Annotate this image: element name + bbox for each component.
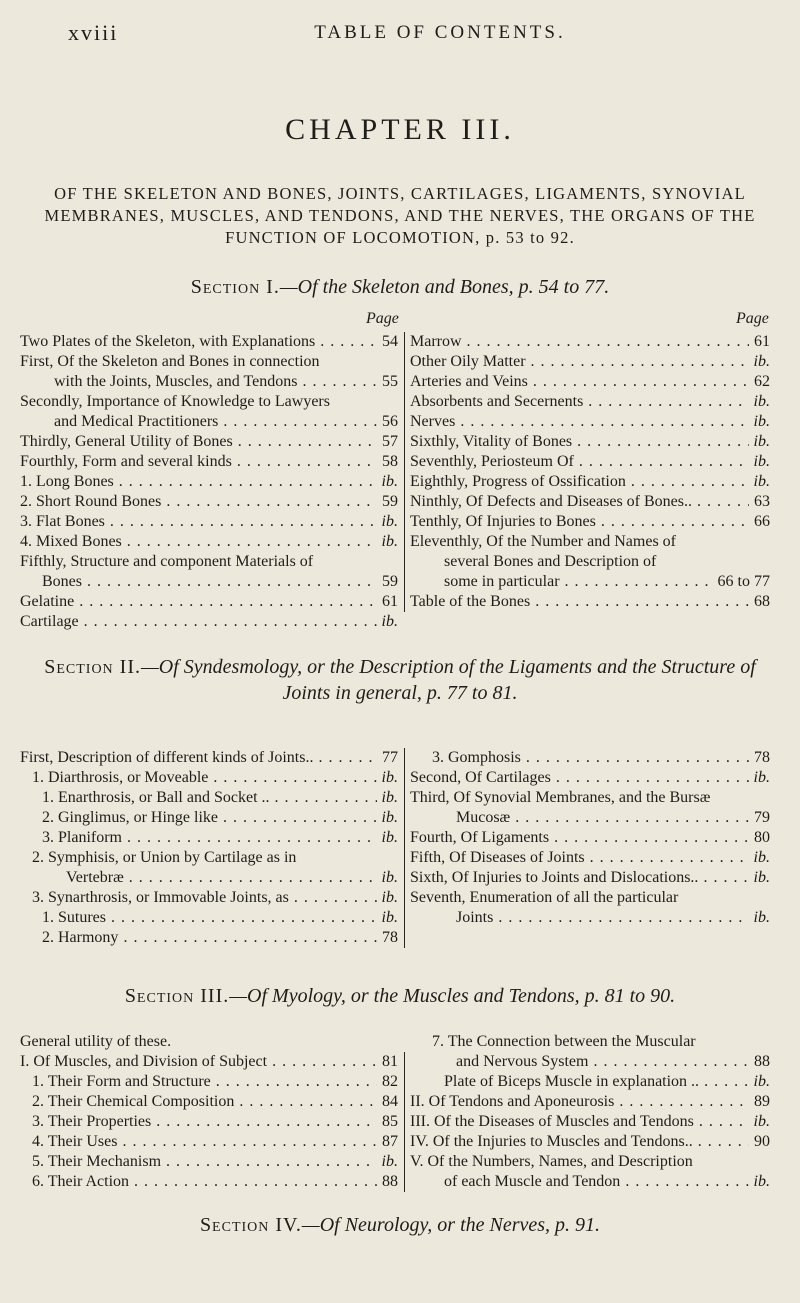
toc-entry: [410, 868, 770, 888]
toc-entry-text: Vertebræ . . .: [20, 868, 398, 888]
toc-entry: [20, 552, 398, 572]
toc-entry-text: Seventh, Enumeration of all the particular: [410, 889, 679, 906]
toc-entry-text: Two Plates of the Skeleton, with Explanations . . .: [20, 332, 398, 352]
toc-entry: [20, 572, 398, 592]
toc-entry-page: 61: [377, 592, 398, 612]
toc-entry: [20, 808, 398, 828]
toc-entry: [410, 1112, 770, 1132]
toc-entry-text: 2. Their Chemical Composition . . .: [20, 1092, 398, 1112]
toc-entry-page: 78: [749, 748, 770, 768]
toc-entry-page: ib.: [377, 768, 398, 788]
column-divider: [404, 332, 405, 612]
toc-entry-page: 87: [377, 1132, 398, 1152]
toc-entry-text: I. Of Muscles, and Division of Subject . . .: [20, 1052, 398, 1072]
toc-entry-text: with the Joints, Muscles, and Tendons . . .: [20, 372, 398, 392]
toc-entry-text: Fifth, Of Diseases of Joints . . .: [410, 848, 770, 868]
toc-entry-text: Thirdly, General Utility of Bones . . .: [20, 432, 398, 452]
toc-entry: [410, 748, 770, 768]
toc-entry-text: Second, Of Cartilages . . .: [410, 768, 770, 788]
toc-entry: [20, 1072, 398, 1092]
toc-entry-text: 1. Long Bones . . .: [20, 472, 398, 492]
toc-entry-page: 79: [749, 808, 770, 828]
toc-entry: [20, 512, 398, 532]
toc-entry-text: several Bones and Description of: [444, 553, 657, 570]
toc-entry: [20, 1112, 398, 1132]
toc-entry: [20, 1172, 398, 1192]
section-label: Section IV.: [199, 1214, 302, 1236]
toc-entry: [410, 1152, 770, 1172]
section-2-right-column: [410, 748, 770, 928]
toc-entry-text: IV. Of the Injuries to Muscles and Tendons.. . . .: [410, 1132, 770, 1152]
toc-entry: [20, 592, 398, 612]
section-subtitle: —Of Myology, or the Muscles and Tendons, p. 81 to 90.: [229, 985, 676, 1007]
toc-entry: [20, 1132, 398, 1152]
section-3-left-column: [20, 1032, 398, 1192]
toc-entry: [20, 332, 398, 352]
column-divider: [404, 1052, 405, 1192]
toc-entry-text: Gelatine . . .: [20, 592, 398, 612]
toc-entry: [20, 612, 398, 632]
toc-entry: [20, 908, 398, 928]
toc-entry-text: 3. Their Properties . . .: [20, 1112, 398, 1132]
toc-entry-page: ib.: [377, 1152, 398, 1172]
toc-entry-text: 3. Synarthrosis, or Immovable Joints, as . . .: [20, 888, 398, 908]
toc-entry: [20, 1032, 398, 1052]
toc-entry-text: and Nervous System . . .: [410, 1052, 770, 1072]
toc-entry: [410, 552, 770, 572]
toc-entry: [410, 1092, 770, 1112]
toc-entry: [410, 1052, 770, 1072]
toc-entry-page: ib.: [749, 848, 770, 868]
toc-entry-page: 55: [377, 372, 398, 392]
toc-entry: [410, 768, 770, 788]
toc-entry: [410, 472, 770, 492]
toc-entry: [410, 432, 770, 452]
toc-entry-page: 81: [377, 1052, 398, 1072]
toc-entry-text: Cartilage . . .: [20, 612, 398, 632]
toc-entry-text: 2. Ginglimus, or Hinge like . . .: [20, 808, 398, 828]
toc-entry-text: Tenthly, Of Injuries to Bones . . .: [410, 512, 770, 532]
toc-entry-page: 59: [377, 492, 398, 512]
toc-entry-page: 77: [377, 748, 398, 768]
toc-entry: [410, 512, 770, 532]
toc-entry-page: ib.: [749, 1072, 770, 1092]
section-1-title: [20, 274, 780, 300]
toc-entry-text: 2. Symphisis, or Union by Cartilage as in: [32, 849, 297, 866]
toc-entry-text: Secondly, Importance of Knowledge to Lawyers: [20, 393, 330, 410]
toc-entry-text: Third, Of Synovial Membranes, and the Bursæ: [410, 789, 711, 806]
toc-entry-text: Ninthly, Of Defects and Diseases of Bones.. . . .: [410, 492, 770, 512]
toc-entry: [410, 908, 770, 928]
toc-entry: [410, 848, 770, 868]
toc-entry-text: of each Muscle and Tendon . . .: [410, 1172, 770, 1192]
section-1-left-column: [20, 332, 398, 632]
toc-entry-text: Arteries and Veins . . .: [410, 372, 770, 392]
toc-entry-text: and Medical Practitioners . . .: [20, 412, 398, 432]
toc-entry-page: ib.: [377, 868, 398, 888]
toc-entry-text: Fourth, Of Ligaments . . .: [410, 828, 770, 848]
toc-entry-text: Bones . . .: [20, 572, 398, 592]
section-subtitle: —Of Neurology, or the Nerves, p. 91.: [301, 1214, 601, 1236]
toc-entry: [20, 848, 398, 868]
section-subtitle: —Of the Skeleton and Bones, p. 54 to 77.: [279, 276, 610, 298]
toc-entry: [20, 1092, 398, 1112]
toc-entry-text: 4. Their Uses . . .: [20, 1132, 398, 1152]
toc-entry-page: 57: [377, 432, 398, 452]
toc-entry-page: 90: [749, 1132, 770, 1152]
section-3-title: [20, 983, 780, 1009]
toc-entry-text: 2. Short Round Bones . . .: [20, 492, 398, 512]
toc-entry-page: ib.: [749, 908, 770, 928]
page-number: xviii: [68, 20, 119, 45]
toc-entry-page: 54: [377, 332, 398, 352]
toc-entry-page: ib.: [749, 392, 770, 412]
toc-entry-page: ib.: [749, 1112, 770, 1132]
toc-entry-page: ib.: [377, 612, 398, 632]
toc-entry-page: 56: [377, 412, 398, 432]
toc-entry-page: 66: [749, 512, 770, 532]
toc-entry-text: First, Description of different kinds of Joints.. . . .: [20, 748, 398, 768]
toc-entry-text: 1. Enarthrosis, or Ball and Socket .. . . .: [20, 788, 398, 808]
toc-entry-page: ib.: [749, 412, 770, 432]
toc-entry-text: 1. Diarthrosis, or Moveable . . .: [20, 768, 398, 788]
toc-entry: [20, 768, 398, 788]
column-divider: [404, 748, 405, 948]
toc-entry-page: ib.: [749, 352, 770, 372]
section-2-left-column: [20, 748, 398, 948]
section-label: Section II.: [44, 656, 141, 678]
toc-entry-page: ib.: [377, 512, 398, 532]
toc-entry-text: Mucosæ . . .: [410, 808, 770, 828]
toc-entry-page: 62: [749, 372, 770, 392]
toc-entry-page: ib.: [377, 828, 398, 848]
chapter-title: CHAPTER III.: [285, 113, 515, 146]
page-column-head-left: Page: [366, 310, 399, 327]
toc-entry-page: ib.: [749, 1172, 770, 1192]
toc-entry-text: some in particular . . .: [410, 572, 770, 592]
chapter-description: OF THE SKELETON AND BONES, JOINTS, CARTILAGES, LIGAMENTS, SYNOVIAL MEMBRANES, MUSCLES, AND TENDONS, AND THE NERVES, THE ORGANS OF THE FUNCTION OF LOCOMOTION, p. 53 to 92.: [44, 184, 756, 247]
section-4-title: [20, 1212, 780, 1238]
toc-entry-text: 4. Mixed Bones . . .: [20, 532, 398, 552]
toc-entry-page: 61: [749, 332, 770, 352]
toc-entry-page: 78: [377, 928, 398, 948]
toc-entry-text: Nerves . . .: [410, 412, 770, 432]
toc-entry: [20, 788, 398, 808]
running-head: [0, 20, 800, 50]
toc-entry-text: First, Of the Skeleton and Bones in connection: [20, 353, 320, 370]
toc-entry: [410, 788, 770, 808]
toc-entry-page: 85: [377, 1112, 398, 1132]
toc-entry-text: Sixth, Of Injuries to Joints and Dislocations.. . . .: [410, 868, 770, 888]
toc-entry-page: ib.: [377, 788, 398, 808]
toc-entry-text: 3. Gomphosis . . .: [410, 748, 770, 768]
toc-entry-text: III. Of the Diseases of Muscles and Tendons . . .: [410, 1112, 770, 1132]
toc-entry: [20, 412, 398, 432]
toc-entry: [20, 392, 398, 412]
toc-entry-text: 3. Planiform . . .: [20, 828, 398, 848]
toc-entry-page: ib.: [377, 888, 398, 908]
toc-entry-page: 59: [377, 572, 398, 592]
toc-entry: [20, 1052, 398, 1072]
toc-entry-text: Table of the Bones . . .: [410, 592, 770, 612]
toc-entry: [20, 352, 398, 372]
toc-entry-page: 63: [749, 492, 770, 512]
toc-entry: [410, 1072, 770, 1092]
running-title: TABLE OF CONTENTS.: [314, 22, 566, 43]
toc-entry-text: Joints . . .: [410, 908, 770, 928]
page-column-head-right: Page: [736, 310, 769, 327]
toc-entry: [20, 492, 398, 512]
toc-entry: [410, 392, 770, 412]
toc-entry-page: ib.: [749, 432, 770, 452]
toc-entry: [20, 432, 398, 452]
toc-entry-page: ib.: [377, 472, 398, 492]
toc-entry-text: Eleventhly, Of the Number and Names of: [410, 533, 676, 550]
toc-entry: [410, 372, 770, 392]
toc-entry: [410, 1172, 770, 1192]
toc-entry: [20, 452, 398, 472]
toc-entry: [410, 352, 770, 372]
toc-entry: [20, 928, 398, 948]
toc-entry: [20, 868, 398, 888]
toc-entry-page: ib.: [749, 452, 770, 472]
toc-entry: [410, 532, 770, 552]
toc-entry-page: 84: [377, 1092, 398, 1112]
toc-entry-page: 88: [749, 1052, 770, 1072]
toc-entry-text: Other Oily Matter . . .: [410, 352, 770, 372]
toc-entry-text: Fifthly, Structure and component Materials of: [20, 553, 314, 570]
toc-entry: [410, 332, 770, 352]
toc-entry: [410, 1032, 770, 1052]
toc-entry-text: Fourthly, Form and several kinds . . .: [20, 452, 398, 472]
toc-entry: [410, 492, 770, 512]
section-label: Section III.: [124, 985, 230, 1007]
section-subtitle: —Of Syndesmology, or the Description of the Ligaments and the Structure of Joints in general, p. 77 to 81.: [141, 656, 756, 704]
toc-entry: [20, 1152, 398, 1172]
toc-entry: [20, 472, 398, 492]
toc-entry-text: 7. The Connection between the Muscular: [432, 1033, 696, 1050]
toc-entry-page: 58: [377, 452, 398, 472]
toc-entry-text: Eighthly, Progress of Ossification . . .: [410, 472, 770, 492]
toc-entry-page: 80: [749, 828, 770, 848]
toc-entry: [410, 592, 770, 612]
toc-entry-page: ib.: [377, 908, 398, 928]
toc-entry-text: 2. Harmony . . .: [20, 928, 398, 948]
section-3-right-column: [410, 1032, 770, 1192]
toc-entry: [410, 572, 770, 592]
toc-entry-text: Absorbents and Secernents . . .: [410, 392, 770, 412]
section-1-right-column: [410, 332, 770, 612]
section-2-title: [20, 654, 780, 706]
toc-entry: [410, 828, 770, 848]
section-label: Section I.: [190, 276, 280, 298]
toc-entry-page: 68: [749, 592, 770, 612]
toc-entry-page: ib.: [749, 868, 770, 888]
toc-entry-text: Plate of Biceps Muscle in explanation .. . . .: [410, 1072, 770, 1092]
toc-entry-page: 89: [749, 1092, 770, 1112]
toc-entry-text: Marrow . . .: [410, 332, 770, 352]
toc-entry-text: 3. Flat Bones . . .: [20, 512, 398, 532]
toc-entry: [410, 412, 770, 432]
toc-entry-page: 88: [377, 1172, 398, 1192]
toc-entry-text: 5. Their Mechanism . . .: [20, 1152, 398, 1172]
toc-entry-page: 66 to 77: [713, 572, 770, 592]
toc-entry: [20, 372, 398, 392]
toc-entry-page: ib.: [377, 808, 398, 828]
toc-entry: [20, 532, 398, 552]
toc-entry-text: V. Of the Numbers, Names, and Description: [410, 1153, 693, 1170]
toc-entry-page: ib.: [749, 768, 770, 788]
toc-entry-text: Sixthly, Vitality of Bones . . .: [410, 432, 770, 452]
toc-entry: [20, 748, 398, 768]
toc-entry-text: 1. Their Form and Structure . . .: [20, 1072, 398, 1092]
toc-entry: [20, 828, 398, 848]
toc-entry-page: 82: [377, 1072, 398, 1092]
toc-entry-page: ib.: [377, 532, 398, 552]
toc-entry: [410, 1132, 770, 1152]
toc-entry-page: ib.: [749, 472, 770, 492]
toc-entry: [20, 888, 398, 908]
toc-entry-text: II. Of Tendons and Aponeurosis . . .: [410, 1092, 770, 1112]
toc-entry-text: Seventhly, Periosteum Of . . .: [410, 452, 770, 472]
toc-entry-text: General utility of these.: [20, 1033, 172, 1050]
toc-entry: [410, 888, 770, 908]
toc-entry-text: 6. Their Action . . .: [20, 1172, 398, 1192]
toc-entry: [410, 808, 770, 828]
toc-entry: [410, 452, 770, 472]
toc-entry-text: 1. Sutures . . .: [20, 908, 398, 928]
